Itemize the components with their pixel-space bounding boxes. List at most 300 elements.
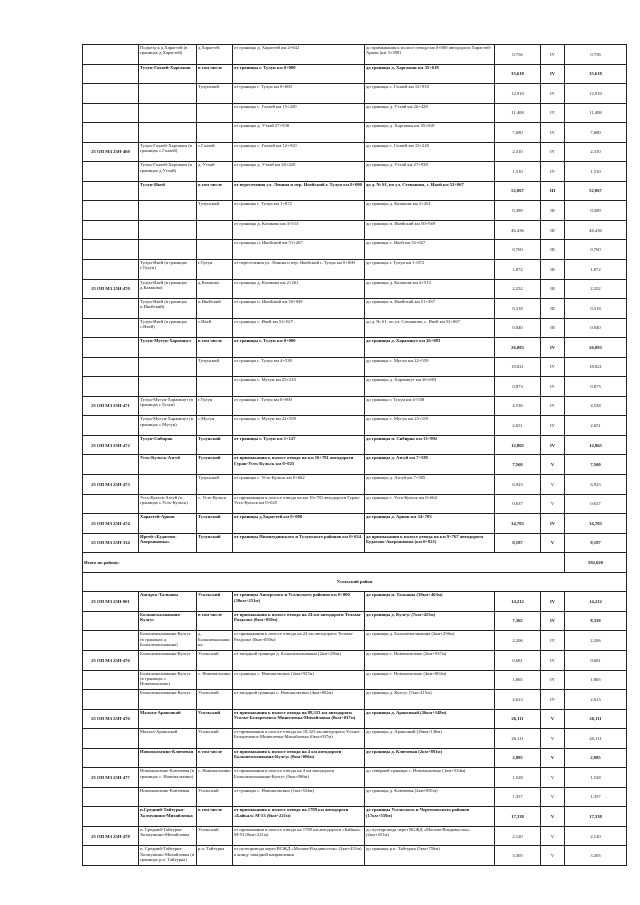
category-cell: IV (541, 690, 565, 710)
road-code-cell (83, 611, 139, 631)
length-cell: 2,120 (495, 826, 541, 846)
start-point-cell: от границы д. Казакова км 4+513 (233, 220, 365, 240)
total-length-cell: 18,021 (565, 357, 627, 377)
location-cell: Усольский (197, 787, 233, 807)
road-name-cell: Большежалнакина-Кулгус (в границах с. Новомальтино) (139, 670, 197, 690)
length-cell: 17,338 (495, 807, 541, 827)
length-cell: 52,067 (495, 181, 541, 201)
road-code-cell (83, 181, 139, 201)
start-point-cell: от границы Нижнеудинского и Тулунского районов км 0+634 (233, 533, 365, 553)
road-code-cell: 25 ОП МЗ 25Н-469 (83, 142, 139, 162)
location-cell: г.Тулун (197, 260, 233, 280)
road-name-cell: Мальта-Арансикай (139, 729, 197, 749)
road-code-cell: 25 ОП МЗ 25Н-477 (83, 768, 139, 788)
table-row (83, 670, 627, 690)
total-length-cell: 0,760 (565, 240, 627, 260)
road-code-cell (83, 318, 139, 338)
length-cell: 12,865 (495, 435, 541, 455)
total-length-cell: 1,872 (565, 260, 627, 280)
road-code-cell (83, 748, 139, 768)
table-row (83, 631, 627, 651)
length-cell: 2,613 (495, 690, 541, 710)
road-code-cell (83, 123, 139, 143)
road-name-cell (139, 84, 197, 104)
road-code-cell (83, 787, 139, 807)
table-row (83, 396, 627, 416)
table-row (83, 181, 627, 201)
length-cell: 26,083 (495, 338, 541, 358)
road-name-cell (139, 201, 197, 221)
start-point-cell: от границы с. Галаей км 15+220 (233, 103, 365, 123)
total-length-cell: 2,613 (565, 690, 627, 710)
total-length-cell: 26,111 (565, 709, 627, 729)
table-row (83, 279, 627, 299)
start-point-cell: от пересечения ул. Ленина и пер. Икейский г. Тулун км 0+000 (233, 260, 365, 280)
category-cell: IV (541, 611, 565, 631)
total-length-cell: 1,865 (565, 670, 627, 690)
road-code-cell (83, 670, 139, 690)
start-point-cell: от путепровода через ВСЖД «Москва-Владивосток» (2км+451м) к концу западной направления (233, 846, 365, 866)
start-point-cell: от границы д. Харагтей км 2+642 (233, 45, 365, 65)
category-cell: III (541, 299, 565, 319)
road-code-cell: 25 ОП МЗ 25Н-472 (83, 435, 139, 455)
location-cell: в том числе (197, 807, 233, 827)
district-total-label: Итого по району: (83, 553, 565, 573)
length-cell: 7,365 (495, 611, 541, 631)
total-length-cell: 0,389 (565, 201, 627, 221)
length-cell: 46,436 (495, 220, 541, 240)
length-cell: 7,560 (495, 455, 541, 475)
location-cell: г.Тулун (197, 396, 233, 416)
category-cell: IV (541, 338, 565, 358)
start-point-cell: от примыкания к полосе отвода на 24 км автодороги Тельма-Раздолье (0км+050м) (233, 631, 365, 651)
total-length-cell: 0,873 (565, 377, 627, 397)
road-name-cell: Большежалнакина-Кулгус (139, 650, 197, 670)
end-point-cell: до границы д. Утхай км 26+428 (365, 103, 495, 123)
length-cell: 11,408 (495, 103, 541, 123)
location-cell: п.Икейский (197, 299, 233, 319)
total-length-cell: 52,067 (565, 181, 627, 201)
road-name-cell: Тулун-Мугун-Харамшут (в границах с.Мугун) (139, 416, 197, 436)
road-code-cell (83, 416, 139, 436)
category-cell: IV (541, 45, 565, 65)
end-point-cell: до границы д. Харамшут км 26+083 (365, 377, 495, 397)
location-cell: Тулунский (197, 84, 233, 104)
road-name-cell (139, 220, 197, 240)
table-row (83, 475, 627, 495)
table-row (83, 103, 627, 123)
location-cell: с. Новомальтино (197, 768, 233, 788)
road-name-cell (139, 240, 197, 260)
category-cell: IV (541, 514, 565, 534)
location-cell: Тулунский (197, 201, 233, 221)
start-point-cell: от границы д. Казакова км 2+261 (233, 279, 365, 299)
start-point-cell: от границы г. Тулун км 0+000 (233, 338, 365, 358)
table-row (83, 64, 627, 84)
table-row (83, 514, 627, 534)
category-cell: V (541, 729, 565, 749)
length-cell: 0,637 (495, 494, 541, 514)
table-row (83, 435, 627, 455)
category-cell: IV (541, 435, 565, 455)
end-point-cell: до границы с. Икей км 52+027 (365, 240, 495, 260)
end-point-cell: до границы с. Мугун км 22+559 (365, 357, 495, 377)
category-cell: IV (541, 123, 565, 143)
location-cell: в том числе (197, 338, 233, 358)
total-length-cell: 3,305 (565, 846, 627, 866)
length-cell: 0,040 (495, 318, 541, 338)
table-row (83, 650, 627, 670)
total-length-cell: 26,111 (565, 729, 627, 749)
table-row (83, 533, 627, 553)
table-row (83, 611, 627, 631)
category-cell: V (541, 748, 565, 768)
road-code-cell (83, 455, 139, 475)
location-cell: Усольский (197, 650, 233, 670)
end-point-cell: до границы д. Арансикай (26км+148м) (365, 729, 495, 749)
category-cell: IV (541, 84, 565, 104)
total-length-cell: 1,357 (565, 787, 627, 807)
road-code-cell: 25 ОП МЗ 25Н-001 (83, 592, 139, 612)
end-point-cell: до границы с. Усть-Кульск км 0+662 (365, 494, 495, 514)
start-point-cell: от границы д.Харагтей км 0+000 (233, 514, 365, 534)
table-row (83, 572, 627, 592)
end-point-cell: до границы с. Галаей км 15+220 (365, 142, 495, 162)
end-point-cell: до путепровода через ВСЖД «Москва-Владивосток» (2км+451м) (365, 826, 495, 846)
length-cell: 26,111 (495, 729, 541, 749)
road-code-cell (83, 690, 139, 710)
total-length-cell: 34,703 (565, 514, 627, 534)
road-name-cell: Большежалнакина-Кулгус (139, 690, 197, 710)
end-point-cell: до границы п. Икейский км 50+949 (365, 220, 495, 240)
road-name-cell: Тулун-Галаей-Харгакин (в границах д.Утхай) (139, 162, 197, 182)
total-length-cell: 7,680 (565, 123, 627, 143)
table-row (83, 690, 627, 710)
category-cell: III (541, 279, 565, 299)
table-row (83, 318, 627, 338)
total-length-cell: 4,538 (565, 396, 627, 416)
table-row (83, 416, 627, 436)
total-length-cell: 1,510 (565, 162, 627, 182)
location-cell: Усольский (197, 709, 233, 729)
start-point-cell: от границы с. Икей км 52+027 (233, 318, 365, 338)
road-code-cell (83, 220, 139, 240)
road-name-cell: Тулун-Икей (в границах п.Икейский) (139, 299, 197, 319)
start-point-cell: от пересечения ул. Ленина и пер. Икейский г. Тулун км 0+000 (233, 181, 365, 201)
start-point-cell: от границы п. Икейский км 51+267 (233, 240, 365, 260)
road-code-cell (83, 84, 139, 104)
road-code-cell: 25 ОП МЗ 25Н-470 (83, 279, 139, 299)
table-row (83, 260, 627, 280)
road-code-cell (83, 103, 139, 123)
total-length-cell: 2,252 (565, 279, 627, 299)
end-point-cell: до границы п. Сибиряк км 13+992 (365, 435, 495, 455)
category-cell: IV (541, 670, 565, 690)
length-cell: 1,865 (495, 670, 541, 690)
end-point-cell: до границы д. Ключевая (2км+891м) (365, 787, 495, 807)
end-point-cell: до границы д. Харамшут км 26+083 (365, 338, 495, 358)
road-name-cell: Большежалнакина-Кулгус (139, 611, 197, 631)
category-cell: IV (541, 162, 565, 182)
table-row (83, 592, 627, 612)
start-point-cell: от границы с. Новомальтино (2км+937м) (233, 670, 365, 690)
total-length-cell: 26,083 (565, 338, 627, 358)
end-point-cell: до границы с. Мугун км 25+210 (365, 416, 495, 436)
length-cell: 0,756 (495, 45, 541, 65)
road-code-cell: 25 ОП МЗ 25Н-473 (83, 475, 139, 495)
location-cell (197, 240, 233, 260)
road-name-cell: п. Средний-Тайтурка-Холмушино-Михайловка (139, 826, 197, 846)
end-point-cell: до границы Усольского и Черемховского районов (17км+559м) (365, 807, 495, 827)
road-code-cell: 25 ОП МЗ 25Н-476 (83, 650, 139, 670)
table-row (83, 846, 627, 866)
road-code-cell (83, 807, 139, 827)
location-cell (197, 123, 233, 143)
location-cell: д. Большежалнакина (197, 631, 233, 651)
road-code-cell: 25 ОП МЗ 25Н-474 (83, 514, 139, 534)
total-length-cell: 2,651 (565, 416, 627, 436)
end-point-cell: до границы д. Казакова км 4+513 (365, 279, 495, 299)
start-point-cell: от границы с. Галаей км 12+910 (233, 142, 365, 162)
total-length-cell: 6,923 (565, 475, 627, 495)
road-name-cell: Ангарск-Тальяны (139, 592, 197, 612)
start-point-cell: от границы с. Новомальтино (1км+534м) (233, 787, 365, 807)
road-name-cell: Подъезд к д.Харагтей (в границах д.Харагтей) (139, 45, 197, 65)
table-row (83, 123, 627, 143)
category-cell: IV (541, 64, 565, 84)
roads-table (82, 44, 627, 866)
category-cell: IV (541, 142, 565, 162)
location-cell: с.Икей (197, 318, 233, 338)
location-cell: в том числе (197, 611, 233, 631)
length-cell: 2,310 (495, 142, 541, 162)
length-cell: 18,021 (495, 357, 541, 377)
category-cell: III (541, 240, 565, 260)
total-length-cell: 0,187 (565, 533, 627, 553)
category-cell: III (541, 181, 565, 201)
end-point-cell: до границы д. Харгакин км 35+618 (365, 123, 495, 143)
end-point-cell: до границы с. Новомальтино (2км+937м) (365, 650, 495, 670)
road-name-cell: Усть-Кульск-Азгуй (139, 455, 197, 475)
road-code-cell (83, 45, 139, 65)
category-cell: IV (541, 357, 565, 377)
start-point-cell: от примыкания к полосе отвода на 4 км автодороги Большежалнакина-Кулгус (0км+006м) (233, 748, 365, 768)
start-point-cell: от границы п. Икейский км 50+949 (233, 299, 365, 319)
road-name-cell: Тулун-Сибиряк (139, 435, 197, 455)
end-point-cell: до северной границы с. Новомальтино (1км+534м) (365, 768, 495, 788)
start-point-cell: от границы г. Тулун км 1+872 (233, 201, 365, 221)
start-point-cell: от границы с. Усть-Кульск км 0+662 (233, 475, 365, 495)
length-cell: 14,212 (495, 592, 541, 612)
location-cell: с.Мугун (197, 416, 233, 436)
start-point-cell: от границы г. Тулун км 4+538 (233, 357, 365, 377)
road-name-cell: Тулун-Галаей-Харгакин (в границах с.Галаей) (139, 142, 197, 162)
end-point-cell: до границы п. Тальяны (30км+463м) (365, 592, 495, 612)
end-point-cell: до границы р.п. Тайтурка (5км+756м) (365, 846, 495, 866)
length-cell: 0,389 (495, 201, 541, 221)
location-cell: Усольский (197, 592, 233, 612)
category-cell: V (541, 787, 565, 807)
length-cell: 0,318 (495, 299, 541, 319)
length-cell: 1,528 (495, 768, 541, 788)
location-cell: д.Харагтей (197, 45, 233, 65)
length-cell: 1,357 (495, 787, 541, 807)
length-cell: 3,305 (495, 846, 541, 866)
length-cell: 2,206 (495, 631, 541, 651)
start-point-cell: от границы с. Мугун км 22+559 (233, 416, 365, 436)
total-length-cell: 14,212 (565, 592, 627, 612)
road-code-cell: 25 ОП МЗ 25Н-471 (83, 396, 139, 416)
end-point-cell: до границы д. Кулгус (7км+415м) (365, 611, 495, 631)
end-point-cell: до границы с. Галаей км 12+910 (365, 84, 495, 104)
location-cell (197, 220, 233, 240)
category-cell: IV (541, 416, 565, 436)
table-row (83, 768, 627, 788)
length-cell: 0,760 (495, 240, 541, 260)
length-cell: 7,680 (495, 123, 541, 143)
location-cell: д. Утхай (197, 162, 233, 182)
road-name-cell: Большежалнакина-Кулгус (в границах д. Большежалнакина) (139, 631, 197, 651)
total-length-cell: 0,040 (565, 318, 627, 338)
start-point-cell: от границы г. Тулун км 0+000 (233, 396, 365, 416)
length-cell: 1,872 (495, 260, 541, 280)
total-length-cell: 2,206 (565, 631, 627, 651)
location-cell: в том числе (197, 181, 233, 201)
road-name-cell: п. Средний-Тайтурка-Холмушино-Михайловка (в границах р.п. Тайтурка) (139, 846, 197, 866)
location-cell: р.п. Тайтурка (197, 846, 233, 866)
end-point-cell: до границы д. Кулгус (7км+415м) (365, 690, 495, 710)
category-cell: V (541, 494, 565, 514)
total-length-cell: 17,338 (565, 807, 627, 827)
category-cell: IV (541, 592, 565, 612)
category-cell: V (541, 455, 565, 475)
location-cell: Тулунский (197, 533, 233, 553)
location-cell: с.Галаей (197, 142, 233, 162)
total-length-cell: 0,637 (565, 494, 627, 514)
road-name-cell: Мальта-Арансикай (139, 709, 197, 729)
length-cell: 0,187 (495, 533, 541, 553)
end-point-cell: до границы д. Казакова км 2+261 (365, 201, 495, 221)
district-section-header: Усольский район (83, 572, 627, 592)
end-point-cell: до границы д. Большежалнакина (2км+256м) (365, 631, 495, 651)
location-cell: Тулунский (197, 357, 233, 377)
category-cell: V (541, 709, 565, 729)
road-code-cell (83, 260, 139, 280)
road-name-cell: Тулун-Икей (139, 181, 197, 201)
start-point-cell: от примыкания к полосе отвода на 1789 км автодороги «Байкал» М-53 (0км+221м) (233, 826, 365, 846)
start-point-cell: от примыкания к полосе отвода на км 16+781 автодороги Гуран-Усть-Кульск км 0+025 (233, 494, 365, 514)
category-cell: III (541, 220, 565, 240)
end-point-cell: до границы д. Арансикай (26км+148м) (365, 709, 495, 729)
start-point-cell: от западной границы с. Новомальтино (4км+802м) (233, 690, 365, 710)
end-point-cell: до границы д. Азгуй км 7+585 (365, 475, 495, 495)
road-name-cell (139, 123, 197, 143)
road-name-cell: Тулун-Мугун-Харамшут (139, 338, 197, 358)
category-cell: V (541, 768, 565, 788)
location-cell: Тулунский (197, 514, 233, 534)
end-point-cell: до д. № 61, по ул. Степанова, с. Икей км 52+067 (365, 181, 495, 201)
road-name-cell (139, 377, 197, 397)
table-row (83, 357, 627, 377)
category-cell: III (541, 260, 565, 280)
table-row (83, 807, 627, 827)
end-point-cell: до границы д. Азгуй км 7+585 (365, 455, 495, 475)
road-code-cell (83, 846, 139, 866)
location-cell: Тулунский (197, 475, 233, 495)
road-name-cell: Тулун-Икей (в границах с.Икей) (139, 318, 197, 338)
road-code-cell: 25 ОП МЗ 25Н-476 (83, 709, 139, 729)
table-row (83, 84, 627, 104)
total-length-cell: 12,865 (565, 435, 627, 455)
total-length-cell: 0,681 (565, 650, 627, 670)
length-cell: 1,510 (495, 162, 541, 182)
table-row (83, 709, 627, 729)
location-cell: с. Усть-Кульск (197, 494, 233, 514)
table-row (83, 729, 627, 749)
length-cell: 6,923 (495, 475, 541, 495)
end-point-cell: до границы г. Тулун км 4+538 (365, 396, 495, 416)
start-point-cell: от примыкания к полосе отвода на 24 км автодороги Тельма-Раздолье (0км+050м) (233, 611, 365, 631)
road-name-cell: Новомальтино-Ключевая (в границах с. Новомальтино) (139, 768, 197, 788)
length-cell: 2,885 (495, 748, 541, 768)
start-point-cell: от западной границы д. Большежалнакина (2км+256м) (233, 650, 365, 670)
start-point-cell: от примыкания к полосе отвода на 4 км автодороги Большежалнакина-Кулгус (0км+006м) (233, 768, 365, 788)
table-row (83, 494, 627, 514)
road-name-cell: Харагтей-Ариан (139, 514, 197, 534)
end-point-cell: до границы с. Новомальтино (4км+802м) (365, 670, 495, 690)
length-cell: 35,618 (495, 64, 541, 84)
road-code-cell (83, 64, 139, 84)
table-row (83, 787, 627, 807)
category-cell: IV (541, 396, 565, 416)
location-cell: Усольский (197, 826, 233, 846)
length-cell: 0,873 (495, 377, 541, 397)
length-cell: 26,111 (495, 709, 541, 729)
start-point-cell: от примыкания к полосе отвода на 1789 км автодороги «Байкал» М-53 (0км+221м) (233, 807, 365, 827)
end-point-cell: до примыкания к полосе отвода на км 9+767 автодороги Будагово-Аверьяновка (км 0+821) (365, 533, 495, 553)
road-code-cell (83, 299, 139, 319)
category-cell: V (541, 807, 565, 827)
table-row (83, 45, 627, 65)
road-name-cell (139, 357, 197, 377)
total-length-cell: 11,408 (565, 103, 627, 123)
road-code-cell: 25 ОП МЗ 25Н-478 (83, 826, 139, 846)
total-length-cell: 2,885 (565, 748, 627, 768)
road-name-cell: п.Средний-Тайтурка-Холмушино-Михайловка (139, 807, 197, 827)
road-code-cell (83, 494, 139, 514)
table-row (83, 455, 627, 475)
start-point-cell: от границы с. Мугун км 25+210 (233, 377, 365, 397)
road-code-cell (83, 338, 139, 358)
table-row (83, 338, 627, 358)
road-name-cell: Тулун-Галаей-Харгакин (139, 64, 197, 84)
category-cell: IV (541, 103, 565, 123)
location-cell: в том числе (197, 64, 233, 84)
table-row (83, 299, 627, 319)
start-point-cell: от примыкания к полосе отвода на км 16+781 автодороги Гуран-Усть-Кульск км 0+025 (233, 455, 365, 475)
road-code-cell (83, 201, 139, 221)
road-name-cell (139, 103, 197, 123)
location-cell: Тулунский (197, 435, 233, 455)
category-cell: IV (541, 631, 565, 651)
road-code-cell (83, 631, 139, 651)
road-code-cell (83, 162, 139, 182)
location-cell: Усольский (197, 690, 233, 710)
start-point-cell: от границы д. Утхай 27+938 (233, 123, 365, 143)
category-cell: III (541, 318, 565, 338)
total-length-cell: 0,318 (565, 299, 627, 319)
total-length-cell: 35,618 (565, 64, 627, 84)
